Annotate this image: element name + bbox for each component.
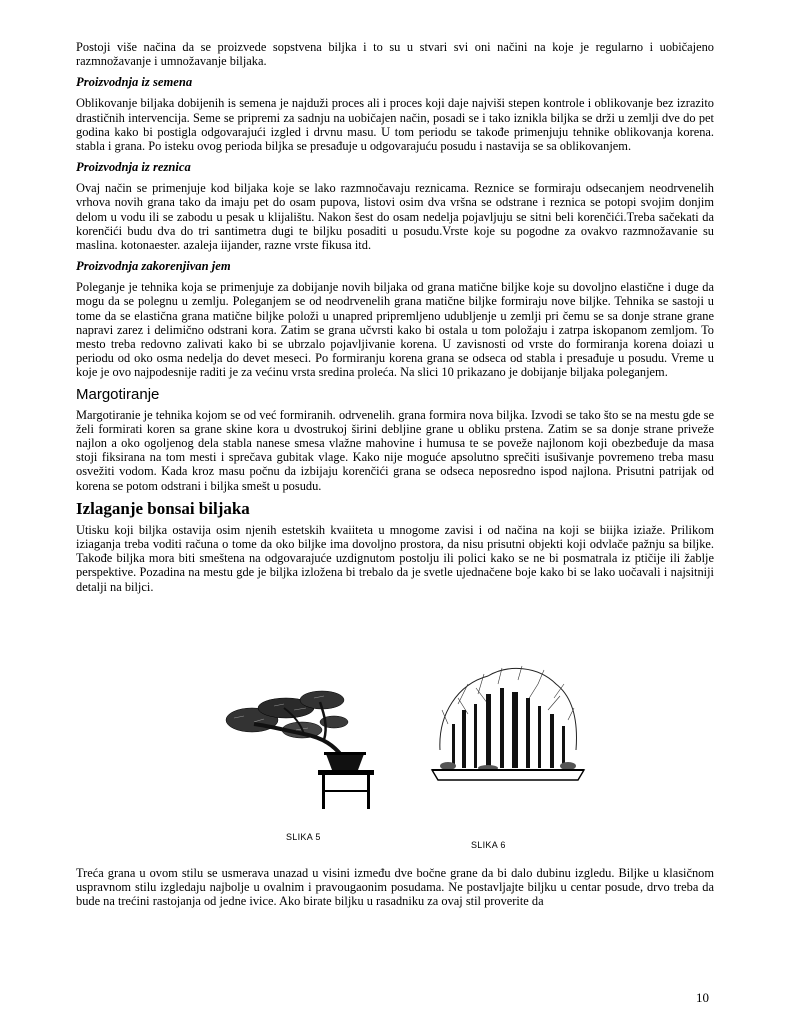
heading-cuttings: Proizvodnja iz reznica <box>76 160 191 175</box>
document-page <box>76 40 714 909</box>
figures-area <box>76 594 714 866</box>
heading-air-layering: Margotiranje <box>76 385 160 403</box>
paragraph-outro: Treća grana u ovom stilu se usmerava unazad u visini između dve bočne grane da bi dalo dubinu izgledu. Biljke u klasičnom uspravnom stilu izgledaju najbolje u ovalnim i pravougaonim posudama. Ne postavljajte biljku u centar posude, drvo treba da bude na trećini rastojanja od jedne ivice. Ako birate biljku u rasadniku za ovaj stil proverite da <box>76 865 714 909</box>
paragraph-cuttings: Ovaj način se primenjuje kod biljaka koje se lako razmnočavaju reznicama. Reznice se formiraju odsecanjem neodrvenelih vrhova novih grana tako da imaju pet do osam pupova, listovi osim dva vršna se odstrane i reznica se potopi svojim donjim delom u vodu ili se zabodu u pesak u klijalištu. Nakon šest do osam nedelja pojavljuju se sitni beli korenčići.Treba sačekati da korenčići budu dva do tri santimetra dugi te biljku posaditi u posudu.Vrste koje su pogodne za ovakvo razmnožavanie su maslina. kotonaester. azaleja iijander, razne vrste fikusa itd. <box>76 181 714 253</box>
paragraph-display: Utisku koji biljka ostavija osim njenih estetskih kvaiiteta u mnogome zavisi i od načina na koji se biijka iziaže. Prilikom iziaganja treba voditi računa o tome da oko biljke ima dovoljno prostora, da nisu prisutni objekti koji odvlače pažnju sa biljke. Takođe biljka mora biti smeštena na odgovarajuće uzdignutom postolju ili polici kako se ne bi posmatrala iz ptičije ili žablje perspektive. Pozadina na mestu gde je biljka izložena bi trebalo da je svetle ujednačene boje kako bi se lako uočavali i najsitniji detalji na biljci. <box>76 522 714 594</box>
page-number: 10 <box>696 990 709 1005</box>
figure-6-caption: SLIKA 6 <box>471 839 506 850</box>
figure-5-caption: SLIKA 5 <box>286 831 321 842</box>
heading-seed: Proizvodnja iz semena <box>76 75 193 90</box>
paragraph-layering: Poleganje je tehnika koja se primenjuje za dobijanje novih biljaka od grana matične biljke koje su dovoljno elastične i duge da mogu da se polegnu u zemlju. Poleganjem se od neodrvenelih grana matične biljke formiraju nove biljke. Tehnika se sastoji u tome da se elastična grana matične biljke položi u unapred pripremljeno udubljenje u zemlji pri čemu se sa donje strane grane napravi zarez i delimično odstrani kora. Zatim se grana učvrsti kako bi ostala u tom položaju i zatrpa iskopanom zemljom. To mesto treba redovno zalivati kako bi se ubrzalo pojavljivanie korena. U zavisnosti od vrste do formiranja korena doiazi u periodu od oko osma nedelja do devet meseci. Po formiranju korena grana se odseca od stabla i presađuje u posudu. Vreme u koje je ovo najpodesnije raditi je za većinu vrsta sredina proleća. Na slici 10 prikazano je dobijanje biljaka poleganjem. <box>76 280 714 380</box>
paragraph-intro: Postoji više načina da se proizvede sopstvena biljka i to su u stvari svi oni načini na koje je regularno i uobičajeno razmnožavanje i umnožavanje biljaka. <box>76 40 714 69</box>
bonsai-figure-5 <box>224 686 384 816</box>
heading-display: Izlaganje bonsai biljaka <box>76 498 250 518</box>
bonsai-figure-6 <box>428 654 588 814</box>
heading-layering: Proizvodnja zakorenjivan jem <box>76 259 231 274</box>
paragraph-seed: Oblikovanje biljaka dobijenih is semena je najduži proces ali i proces koji daje najviši stepen kontrole i oblikovanje bez izrazito drastičnih intervencija. Seme se pripremi za sadnju na uobičajen način, posadi se i tako iznikla biljka se drži u zemlji dve do pet godina kako bi postigla odgovarajući izgled i drvnu masu. U tom periodu se takođe primenjuju tehnike oblikovanja korena. stabla i grana. Po isteku ovog perioda biljka se presađuje u odgovarajuću posudu i nastavija se sa oblikovanjem. <box>76 96 714 154</box>
paragraph-air-layering: Margotiranie je tehnika kojom se od već formiranih. odrvenelih. grana formira nova biljka. Izvodi se tako što se na mestu gde se želi formirati koren sa grane skine kora u dvostrukoj širini debljine grane u obliku prstena. Zatim se sa donje strane priveže najlon a oko ogoljenog dela stabla nanese smesa vlažne mahovine i humusa te se poveže najlonom koji obezbeđuje da masa stoji fiksirana na tom mesti i sprečava gubitak vlage. Kako nije moguće apsolutno sprečiti isušivanje povremeno treba masu osvežiti vodom. Kada kroz masu počnu da izbijaju korenčići grana se odseca neposredno ispod najlona. Prisutni patrijak od korena se potom odstrani i biljka smešt u posudu. <box>76 407 714 493</box>
